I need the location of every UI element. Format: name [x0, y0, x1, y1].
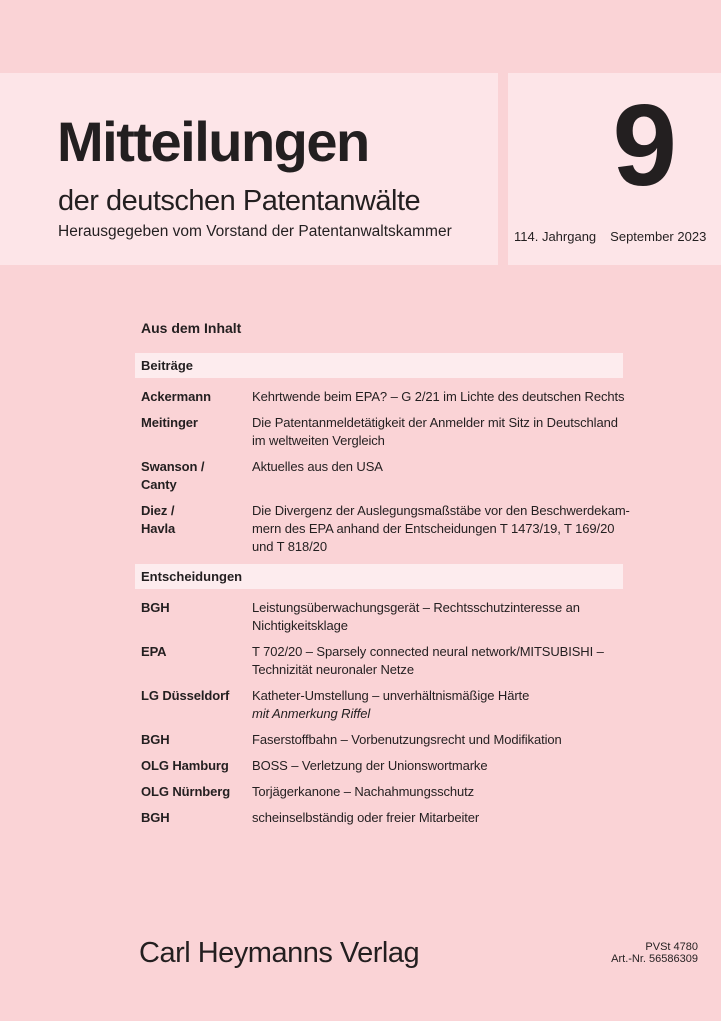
- title-cell: [252, 687, 721, 723]
- author-line: BGH: [141, 600, 170, 615]
- author-line: LG Düsseldorf: [141, 688, 230, 703]
- journal-title: Mitteilungen: [57, 110, 369, 173]
- author-line: OLG Hamburg: [141, 758, 229, 773]
- title-cell: [252, 757, 721, 775]
- volume-label: 114. Jahrgang: [514, 229, 597, 244]
- title-cell: [252, 458, 721, 494]
- author-line: OLG Nürnberg: [141, 784, 231, 799]
- section-header: Entscheidungen: [135, 564, 623, 589]
- title-cell: [252, 731, 721, 749]
- imprint-block: [611, 941, 698, 965]
- title-line: Leistungsüberwachungsgerät – Rechtsschutzinteresse an: [252, 600, 580, 615]
- toc-row: [141, 809, 721, 827]
- publisher-name: Carl Heymanns Verlag: [139, 937, 420, 969]
- toc-row: [141, 458, 721, 494]
- toc-row: [141, 687, 721, 723]
- author-line: Ackermann: [141, 389, 211, 404]
- journal-tagline: Herausgegeben vom Vorstand der Patentanwaltskammer: [58, 223, 452, 240]
- title-line: Die Divergenz der Auslegungsmaßstäbe vor den Beschwerdekam-: [252, 503, 630, 518]
- title-line: Aktuelles aus den USA: [252, 459, 383, 474]
- toc-row: [141, 783, 721, 801]
- annotation-line: mit Anmerkung Riffel: [252, 706, 371, 721]
- author-line: BGH: [141, 732, 170, 747]
- article-number: Art.-Nr. 56586309: [611, 953, 698, 965]
- toc-row: [141, 502, 721, 556]
- toc-row: [141, 388, 721, 406]
- title-cell: [252, 502, 721, 556]
- title-line: BOSS – Verletzung der Unionswortmarke: [252, 758, 488, 773]
- title-line: Faserstoffbahn – Vorbenutzungsrecht und Modifikation: [252, 732, 562, 747]
- toc-row: [141, 414, 721, 450]
- title-line: T 702/20 – Sparsely connected neural network/MITSUBISHI –: [252, 644, 604, 659]
- author-cell: [141, 757, 252, 775]
- author-cell: [141, 731, 252, 749]
- masthead-issue-panel: [508, 73, 721, 265]
- issue-meta: [514, 229, 706, 244]
- title-cell: [252, 414, 721, 450]
- toc-row: [141, 731, 721, 749]
- title-line: und T 818/20: [252, 539, 327, 554]
- toc-row: [141, 757, 721, 775]
- author-line: Canty: [141, 477, 177, 492]
- issue-date: September 2023: [610, 229, 707, 244]
- title-cell: [252, 783, 721, 801]
- author-cell: [141, 687, 252, 723]
- title-line: scheinselbständig oder freier Mitarbeiter: [252, 810, 480, 825]
- author-line: Havla: [141, 521, 176, 536]
- title-line: mern des EPA anhand der Entscheidungen T 1473/19, T 169/20: [252, 521, 615, 536]
- title-line: Torjägerkanone – Nachahmungsschutz: [252, 784, 475, 799]
- author-cell: [141, 599, 252, 635]
- section-header: Beiträge: [135, 353, 623, 378]
- author-cell: [141, 414, 252, 450]
- toc-row: [141, 599, 721, 635]
- title-line: im weltweiten Vergleich: [252, 433, 385, 448]
- author-line: EPA: [141, 644, 167, 659]
- author-cell: [141, 388, 252, 406]
- table-of-contents: [0, 265, 721, 827]
- title-line: Kehrtwende beim EPA? – G 2/21 im Lichte des deutschen Rechts: [252, 389, 625, 404]
- title-line: Katheter-Umstellung – unverhältnismäßige Härte: [252, 688, 530, 703]
- title-cell: [252, 643, 721, 679]
- journal-subtitle: der deutschen Patentanwälte: [58, 185, 421, 217]
- author-cell: [141, 809, 252, 827]
- toc-row: [141, 643, 721, 679]
- masthead: [0, 73, 721, 265]
- author-cell: [141, 458, 252, 494]
- author-cell: [141, 502, 252, 556]
- author-cell: [141, 783, 252, 801]
- postal-registration: PVSt 4780: [645, 941, 698, 953]
- contents-sections: [141, 353, 721, 827]
- author-line: Swanson /: [141, 459, 205, 474]
- author-line: Diez /: [141, 503, 175, 518]
- masthead-title-panel: [0, 73, 498, 265]
- author-cell: [141, 643, 252, 679]
- contents-heading: Aus dem Inhalt: [141, 320, 242, 336]
- author-line: BGH: [141, 810, 170, 825]
- title-cell: [252, 599, 721, 635]
- issue-number: 9: [612, 80, 677, 210]
- title-line: Die Patentanmeldetätigkeit der Anmelder mit Sitz in Deutschland: [252, 415, 618, 430]
- title-line: Technizität neuronaler Netze: [252, 662, 414, 677]
- author-line: Meitinger: [141, 415, 198, 430]
- title-cell: [252, 388, 721, 406]
- title-line: Nichtigkeitsklage: [252, 618, 348, 633]
- title-cell: [252, 809, 721, 827]
